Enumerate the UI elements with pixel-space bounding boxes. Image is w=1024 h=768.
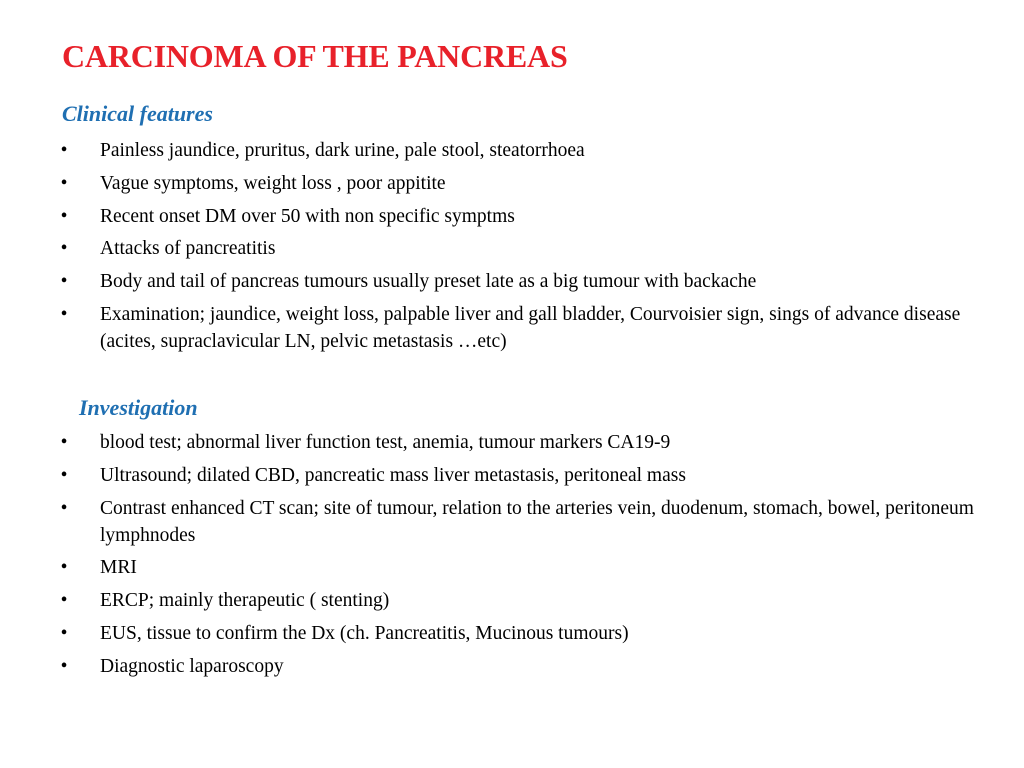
list-item-text: Body and tail of pancreas tumours usually preset late as a big tumour with backache [100,271,757,293]
bullet-icon: • [60,271,68,293]
bullet-icon: • [60,655,68,677]
bullet-icon: • [60,622,68,644]
clinical-features-list [58,137,978,361]
list-item-text: Examination; jaundice, weight loss, palpable liver and gall bladder, Courvoisier sign, sings of advance disease (acites, supraclavicular LN, pelvic metastasis …etc) [100,303,961,352]
bullet-icon: • [60,497,68,519]
list-item-text: EUS, tissue to confirm the Dx (ch. Pancreatitis, Mucinous tumours) [100,622,629,644]
list-item-text: ERCP; mainly therapeutic ( stenting) [100,590,390,612]
list-item-text: blood test; abnormal liver function test, anemia, tumour markers CA19-9 [100,432,671,453]
list-item [58,137,978,164]
list-item [58,554,978,581]
list-item-text: MRI [100,557,137,579]
list-item [58,462,978,489]
bullet-icon: • [60,557,68,579]
list-item [58,495,978,549]
list-item [58,301,978,355]
list-item [58,268,978,295]
bullet-icon: • [60,172,68,194]
investigation-heading: Investigation [79,395,198,420]
list-item [58,170,978,197]
list-item [58,587,978,614]
list-item-text: Recent onset DM over 50 with non specific symptms [100,205,515,227]
list-item-text: Ultrasound; dilated CBD, pancreatic mass liver metastasis, peritoneal mass [100,464,686,486]
bullet-icon: • [60,590,68,612]
clinical-features-heading: Clinical features [62,101,213,126]
list-item-text: Painless jaundice, pruritus, dark urine, pale stool, steatorrhoea [100,140,585,161]
bullet-icon: • [60,432,68,453]
list-item-text: Diagnostic laparoscopy [100,655,284,677]
list-item [58,429,978,456]
investigation-list [58,429,978,686]
bullet-icon: • [60,140,68,161]
list-item-text: Vague symptoms, weight loss , poor appitite [100,172,446,194]
list-item [58,203,978,230]
bullet-icon: • [60,464,68,486]
list-item-text: Contrast enhanced CT scan; site of tumour, relation to the arteries vein, duodenum, stomach, bowel, peritoneum lymphnodes [100,497,974,546]
bullet-icon: • [60,205,68,227]
list-item [58,620,978,647]
slide-title: CARCINOMA OF THE PANCREAS [62,38,568,74]
list-item-text: Attacks of pancreatitis [100,238,276,260]
bullet-icon: • [60,238,68,260]
list-item [58,653,978,680]
bullet-icon: • [60,303,68,325]
list-item [58,235,978,262]
